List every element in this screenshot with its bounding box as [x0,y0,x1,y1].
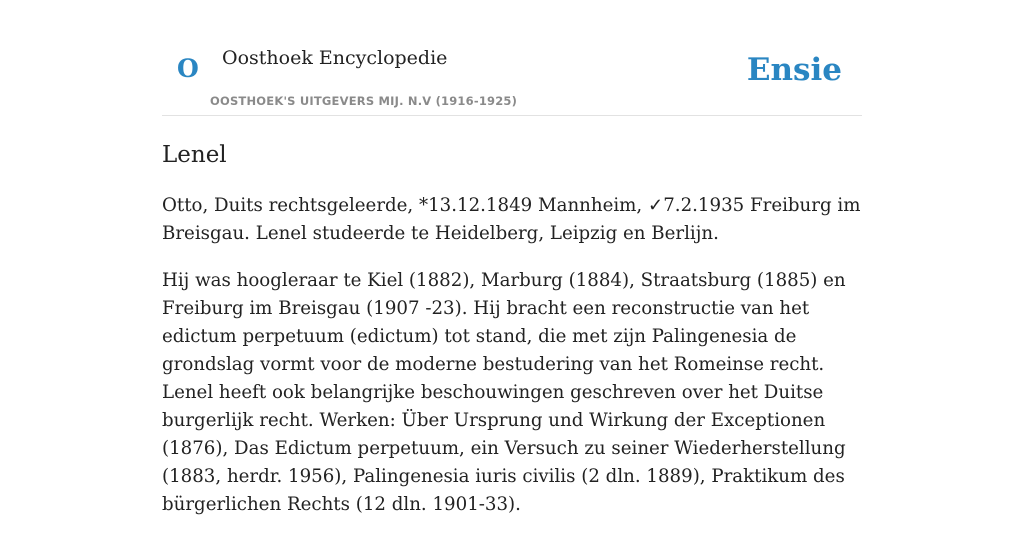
encyclopedia-logo[interactable]: O [177,54,199,83]
article-paragraph: Otto, Duits rechtsgeleerde, *13.12.1849 Mannheim, ✓7.2.1935 Freiburg im Breisgau. Lenel studeerde te Heidelberg, Leipzig en Berlijn. [162,195,861,244]
article-paragraph: Hij was hoogleraar te Kiel (1882), Marburg (1884), Straatsburg (1885) en Freiburg im Breisgau (1907 -23). Hij bracht een reconstructie van het edictum perpetuum (edictum) tot stand, die met zijn Palingenesia de grondslag vormt voor de moderne bestudering van het Romeinse recht. Lenel heeft ook belangrijke beschouwingen geschreven over het Duitse burgerlijk recht. Werken: Über Ursprung und Wirkung der Exceptionen (1876), Das Edictum perpetuum, ein Versuch zu seiner Wiederherstellung (1883, herdr. 1956), Palingenesia iuris civilis (2 dln. 1889), Praktikum des bürgerlichen Rechts (12 dln. 1901-33). [162,270,846,515]
page [162,0,862,515]
publisher-label: OOSTHOEK'S UITGEVERS MIJ. N.V (1916-1925) [210,94,518,108]
site-title[interactable]: Oosthoek Encyclopedie [222,47,448,69]
article-title: Lenel [162,142,227,168]
site-header [162,0,862,116]
ensie-brand-link[interactable]: Ensie [746,52,842,88]
article-body [162,192,864,538]
